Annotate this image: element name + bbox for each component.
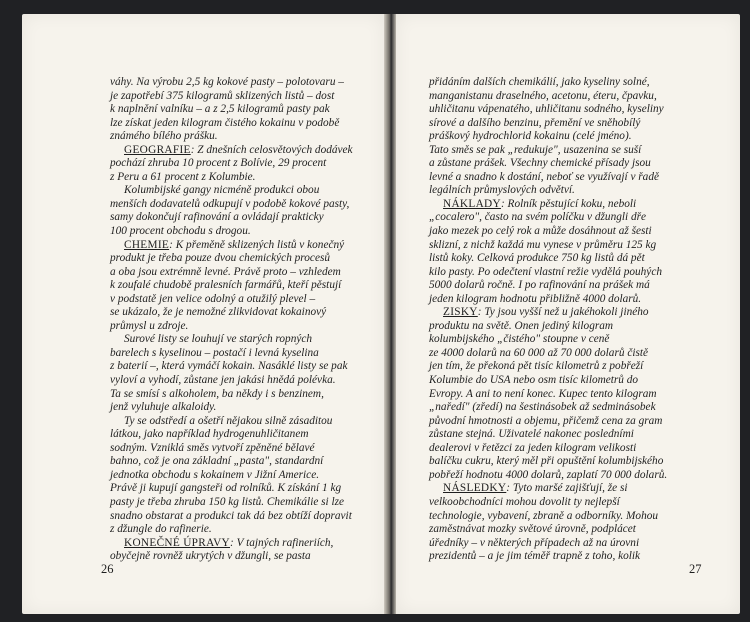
text-line <box>429 279 667 293</box>
text-line <box>110 401 353 415</box>
text-line <box>110 388 353 402</box>
text-line <box>110 293 353 307</box>
text-line <box>429 117 667 131</box>
text-line <box>429 442 667 456</box>
text-line <box>429 266 667 280</box>
line-text: kilo pasty. Po odečtení vlastní režie vydělá pouhých <box>429 265 662 278</box>
text-line <box>429 171 667 185</box>
line-text: Ty se odstředí a ošetří nějakou silně zásaditou <box>124 414 333 427</box>
line-text: jeden kilogram hodnotu přibližně 4000 dolarů. <box>429 292 642 305</box>
section-heading: KONEČNÉ ÚPRAVY <box>124 536 230 549</box>
line-text: jenž vyluhuje alkaloidy. <box>110 401 217 414</box>
text-line <box>110 306 353 320</box>
text-line <box>429 333 667 347</box>
section-heading: CHEMIE <box>124 238 170 251</box>
line-text: 5000 dolarů ročně. I po rafinování na prášek má <box>429 279 650 292</box>
text-line <box>429 103 667 117</box>
text-line <box>429 496 667 510</box>
line-text: legálních průmyslových odvětví. <box>429 184 575 197</box>
line-text: levné a snadno k dostání, neboť se využívají v řadě <box>429 170 659 183</box>
line-text: sírové a dalšího benzinu, přemění ve sněhobílý <box>429 116 641 129</box>
line-text: dealerovi v řetězci za jeden kilogram velikosti <box>429 441 637 454</box>
line-text: ze 4000 dolarů na 60 000 až 70 000 dolarů čistě <box>429 346 649 359</box>
line-text: v podstatě jen velice odolný a otužilý plevel – <box>110 292 316 305</box>
line-text: menších dodavatelů odkupují v podobě kokové pasty, <box>110 197 350 210</box>
text-line <box>429 415 667 429</box>
text-line <box>110 130 353 144</box>
line-text: produkt je třeba pouze dvou chemických procesů <box>110 252 331 265</box>
text-line <box>110 347 353 361</box>
line-text: samy dokončují rafinování a ovládají prakticky <box>110 211 324 224</box>
line-text: produktu na světě. Onen jediný kilogram <box>429 319 614 332</box>
section-heading: NÁKLADY <box>443 197 501 210</box>
line-text: a zůstane prášek. Všechny chemické přísady jsou <box>429 157 651 170</box>
text-line <box>110 469 353 483</box>
text-line <box>110 482 353 496</box>
line-text: jednotka obchodu s kokainem v Jižní Americe. <box>110 468 320 481</box>
text-line <box>110 320 353 334</box>
line-text: zůstane stejná. Uživatelé nakonec posledními <box>429 428 634 441</box>
line-text: obyčejně rovněž ukrytých v džungli, se pasta <box>110 550 311 563</box>
line-text: : V tajných rafineriích, <box>230 536 334 549</box>
line-text: Kolumbijské gangy nicméně produkci obou <box>124 184 320 197</box>
text-line <box>429 360 667 374</box>
text-line <box>110 279 353 293</box>
text-line <box>110 252 353 266</box>
text-line <box>429 510 667 524</box>
line-text: známého bílého prášku. <box>110 130 218 143</box>
line-text: a oba jsou extrémně levné. Právě proto – vzhledem <box>110 265 341 278</box>
text-line <box>429 76 667 90</box>
book-gutter <box>384 14 396 614</box>
text-line <box>110 117 353 131</box>
text-line <box>429 293 667 307</box>
text-line <box>429 211 667 225</box>
line-text: vyloví a vyhodí, zůstane jen jakási hnědá polévka. <box>110 374 336 387</box>
text-line <box>429 144 667 158</box>
right-page-number: 27 <box>689 562 702 576</box>
text-line <box>110 550 353 564</box>
line-text: velkoobchodníci mohou dovolit ty nejlepší <box>429 495 620 508</box>
line-text: váhy. Na výrobu 2,5 kg kokové pasty – polotovaru – <box>110 76 344 88</box>
text-line <box>429 130 667 144</box>
text-line <box>110 374 353 388</box>
text-line <box>429 401 667 415</box>
line-text: snadno obstarat a produkci tak dá bez obtíží dopravit <box>110 509 352 522</box>
line-text: z baterií –, která vymáčí kokain. Nasáklé listy se pak <box>110 360 348 373</box>
text-line <box>110 510 353 524</box>
line-text: pochází zhruba 10 procent z Bolívie, 29 procent <box>110 157 327 170</box>
left-page-text <box>110 76 353 564</box>
text-line <box>429 550 667 564</box>
text-line <box>429 239 667 253</box>
line-text: průmysl u zdroje. <box>110 319 189 332</box>
text-line <box>110 198 353 212</box>
line-text: se ukázalo, že je nemožné zlikvidovat kokainový <box>110 306 327 319</box>
line-text: uhličitanu vápenatého, uhličitanu sodného, kyseliny <box>429 103 664 116</box>
text-line <box>110 171 353 185</box>
text-line <box>110 144 353 158</box>
line-text: práškový hydrochlorid kokainu (celé jméno). <box>429 130 632 143</box>
line-text: listů koky. Celková produkce 750 kg listů dá pět <box>429 252 645 265</box>
line-text: : K přeměně sklizených listů v konečný <box>169 238 345 251</box>
line-text: manganistanu draselného, acetonu, éteru, čpavku, <box>429 89 657 102</box>
line-text: Právě ji kupují gangsteři od rolníků. K získání 1 kg <box>110 482 342 495</box>
line-text: pasty je třeba zhruba 150 kg listů. Chemikálie si lze <box>110 495 345 508</box>
text-line <box>429 537 667 551</box>
line-text: : Tyto maršé zajišťují, že si <box>506 482 628 495</box>
text-line <box>110 415 353 429</box>
text-line <box>110 442 353 456</box>
line-text: sodným. Vzniklá směs vytvoří zpěněné bělavé <box>110 441 315 454</box>
line-text: sklizní, z nichž každá mu vynese v průměru 125 kg <box>429 238 657 251</box>
text-line <box>429 428 667 442</box>
line-text: : Rolník pěstující koku, neboli <box>500 197 637 210</box>
line-text: Kolumbie do USA nebo osm tisíc kilometrů do <box>429 374 639 387</box>
line-text: úředníky – v některých případech až na úrovni <box>429 536 640 549</box>
line-text: „cocalero", často na svém políčku v džungli dře <box>429 211 647 224</box>
text-line <box>429 320 667 334</box>
line-text: z Peru a 61 procent z Kolumbie. <box>110 170 256 183</box>
line-text: Ta se smísí s alkoholem, ba někdy i s benzinem, <box>110 387 324 400</box>
line-text: Tato směs se pak „redukuje", usazenina se suší <box>429 143 642 156</box>
text-line <box>429 374 667 388</box>
left-page-number: 26 <box>101 562 114 576</box>
text-line <box>429 388 667 402</box>
text-line <box>110 537 353 551</box>
line-text: k naplnění valníku – a z 2,5 kilogramů pasty pak <box>110 103 330 116</box>
line-text: látkou, jako například hydrogenuhličitanem <box>110 428 309 441</box>
text-line <box>110 90 353 104</box>
text-line <box>429 184 667 198</box>
text-line <box>429 523 667 537</box>
right-page <box>396 14 740 614</box>
line-text: k zoufalé chudobě pralesních farmářů, kteří pěstují <box>110 279 342 292</box>
text-line <box>110 455 353 469</box>
line-text: „naředí" (zředí) na šestinásobek až sedminásobek <box>429 401 656 414</box>
text-line <box>110 496 353 510</box>
text-line <box>110 360 353 374</box>
line-text: jen tím, že překoná pět tisíc kilometrů z pobřeží <box>429 360 644 373</box>
section-heading: GEOGRAFIE <box>124 143 191 156</box>
text-line <box>429 482 667 496</box>
line-text: je zapotřebí 375 kilogramů sklizených listů – dost <box>110 89 335 102</box>
line-text: pobřeží hodnotu 4000 dolarů, zaplatí 70 000 dolarů. <box>429 468 668 481</box>
text-line <box>110 184 353 198</box>
section-heading: NÁSLEDKY <box>443 482 507 495</box>
text-line <box>110 157 353 171</box>
text-line <box>429 469 667 483</box>
text-line <box>429 347 667 361</box>
line-text: balíčku cukru, který měl při opuštění kolumbijského <box>429 455 664 468</box>
text-line <box>110 523 353 537</box>
text-line <box>110 103 353 117</box>
line-text: kolumbijského „čistého" stoupne v ceně <box>429 333 610 346</box>
text-line <box>429 252 667 266</box>
text-line <box>429 90 667 104</box>
section-heading: ZISKY <box>443 306 478 319</box>
line-text: 100 procent obchodu s drogou. <box>110 225 251 238</box>
text-line <box>110 211 353 225</box>
text-line <box>110 225 353 239</box>
right-page-text <box>429 76 667 564</box>
text-line <box>429 455 667 469</box>
line-text: prezidentů – a je jim téměř trapně z toho, kolik <box>429 550 641 563</box>
line-text: barelech s kyselinou – postačí i levná kyselina <box>110 346 319 359</box>
line-text: z džungle do rafinerie. <box>110 523 212 536</box>
line-text: původní hmotnosti a objemu, přičemž cena za gram <box>429 414 663 427</box>
text-line <box>110 428 353 442</box>
text-line <box>110 76 353 90</box>
line-text: zaměstnávat mozky světové úrovně, podplácet <box>429 523 636 536</box>
line-text: bahno, což je ona základní „pasta", standardní <box>110 455 324 468</box>
text-line <box>110 239 353 253</box>
line-text: : Z dnešních celosvětových dodávek <box>190 143 353 156</box>
line-text: Surové listy se louhují ve starých ropných <box>124 333 313 346</box>
left-page <box>22 14 384 614</box>
text-line <box>429 157 667 171</box>
text-line <box>429 198 667 212</box>
text-line <box>110 333 353 347</box>
line-text: jako mezek po celý rok a může dosáhnout až šesti <box>429 225 652 238</box>
line-text: lze získat jeden kilogram čistého kokainu v podobě <box>110 116 340 129</box>
text-line <box>429 306 667 320</box>
line-text: Evropy. A ani to není konec. Kupec tento kilogram <box>429 387 657 400</box>
text-line <box>429 225 667 239</box>
line-text: přidáním dalších chemikálií, jako kyseliny solné, <box>429 76 650 88</box>
line-text: : Ty jsou vyšší než u jakéhokoli jiného <box>477 306 649 319</box>
line-text: technologie, vybavení, zbraně a odborníky. Mohou <box>429 509 659 522</box>
text-line <box>110 266 353 280</box>
